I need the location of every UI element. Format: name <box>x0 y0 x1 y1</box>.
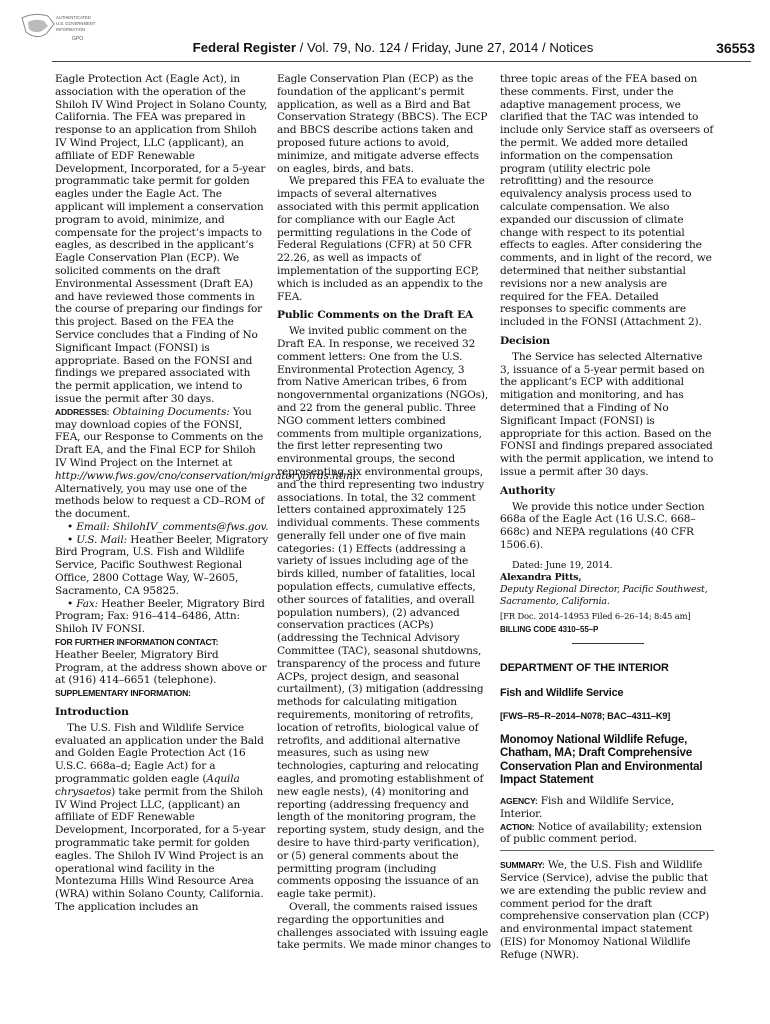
column-3 <box>500 73 714 962</box>
bullet-fax <box>55 598 269 636</box>
section-heading-decision: Decision <box>500 334 550 347</box>
intro-paragraph <box>55 722 269 914</box>
summary-line <box>500 859 714 961</box>
paragraph: Eagle Protection Act (Eagle Act), in association with the operation of the Shiloh IV Wind Project in Solano County, California. The FEA was prepared in response to an application from Shiloh IV Wind Project, LLC (applicant), an affiliate of EDF Renewable Development, Incorporated, for a 5-year programmatic take permit for golden eagles under the Eagle Act. The applicant will implement a conservation program to avoid, minimize, and compensate for the project’s impacts to eagles, as described in the applicant’s Eagle Conservation Plan (ECP). We solicited comments on the draft Environmental Assessment (Draft EA) and have reviewed those comments in the course of preparing our findings for this project. Based on the FEA the Service concludes that a Finding of No Significant Impact (FONSI) is appropriate. Based on the FONSI and findings we prepared associated with the permit application, we intend to issue the permit after 30 days. <box>55 73 268 405</box>
intro-text-b: ) take permit from the Shiloh IV Wind Project LLC, (applicant) an affiliate of EDF Renewable Development, Incorporated, for a 5-year programmatic take permit for golden eagles. The Shiloh IV Wind Project is an operational wind facility in the Montezuma Hills Wind Resource Area (WRA) within Solano County, California. The application includes an <box>55 785 266 913</box>
bullet-email <box>55 521 269 534</box>
page-number: 36553 <box>716 40 755 56</box>
running-head-title <box>183 40 603 55</box>
paragraph: three topic areas of the FEA based on these comments. First, under the adaptive management process, we clarified that the TAC was intended to include only Service staff as overseers of the permit. We added more detailed information on the compensation program (utility electric pole retrofitting) and the resource equivalency analysis process used to calculate compensation. We also expanded our discussion of climate change with respect to its potential effects to eagles. After considering the comments, and in light of the record, we determined that neither substantial revisions nor a new analysis are required for the FEA. Detailed responses to specific comments are included in the FONSI (Attachment 2). <box>500 73 714 329</box>
supplementary-label: SUPPLEMENTARY INFORMATION: <box>55 688 191 699</box>
signer-name: Alexandra Pitts, <box>500 571 582 583</box>
separator-rule <box>572 643 644 644</box>
addresses-section <box>55 405 360 521</box>
section-heading-introduction: Introduction <box>55 706 129 719</box>
action-label: ACTION: <box>500 821 535 832</box>
further-info-section <box>55 636 269 687</box>
paragraph: Overall, the comments raised issues regarding the opportunities and challenges associated with issuing eagle take permits. We made minor changes to <box>277 901 491 952</box>
fax-text: Heather Beeler, Migratory Bird Program; Fax: 916–414–6486, Attn: Shiloh IV FONSI. <box>55 597 265 636</box>
signer-title <box>500 584 714 608</box>
summary-text: We, the U.S. Fish and Wildlife Service (Service), advise the public that we are extending the public review and comment period for the draft comprehensive conservation plan (CCP) and environmental impact statement (EIS) for Monomoy National Wildlife Refuge (NWR). <box>500 859 710 961</box>
billing-code: BILLING CODE 4310–55–P <box>500 625 599 635</box>
column-1 <box>55 73 360 914</box>
agency-line <box>500 795 714 821</box>
paragraph: We provide this notice under Section 668a of the Eagle Act (16 U.S.C. 668–668c) and NEPA regulations (40 CFR 1506.6). <box>500 500 705 551</box>
summary-rule <box>500 850 714 851</box>
svg-text:AUTHENTICATED: AUTHENTICATED <box>56 15 91 20</box>
svg-text:INFORMATION: INFORMATION <box>56 27 85 32</box>
mail-text: Heather Beeler, Migratory Bird Program, U.S. Fish and Wildlife Service, Pacific Southwest Regional Office, 2800 Cottage Way, W–2605, Sacramento, CA 95825. <box>55 533 269 597</box>
paragraph: We prepared this FEA to evaluate the impacts of several alternatives associated with this permit application for compliance with our Eagle Act permitting regulations in the Code of Federal Regulations (CFR) at 50 CFR 22.26, as well as impacts of implementation of the supporting ECP, which is included as an appendix to the FEA. <box>277 175 485 303</box>
addresses-url-link[interactable]: http://www.fws.gov/cno/conservation/migratorybirds.html. <box>55 469 360 482</box>
fr-doc-line: [FR Doc. 2014–14953 Filed 6–26–14; 8:45 am] <box>500 610 691 621</box>
document-title: Monomoy National Wildlife Refuge, Chatham, MA; Draft Comprehensive Conservation Plan and Environmental Impact Statement <box>500 732 703 787</box>
action-line <box>500 821 714 847</box>
addresses-italic: Obtaining Documents: <box>112 405 230 418</box>
issue-info: / Vol. 79, No. 124 / Friday, June 27, 2014 / Notices <box>295 40 594 55</box>
svg-text:U.S. GOVERNMENT: U.S. GOVERNMENT <box>56 21 96 26</box>
sub-agency-heading: Fish and Wildlife Service <box>500 687 624 700</box>
paragraph: The Service has selected Alternative 3, issuance of a 5-year permit based on the applicant’s ECP with additional mitigation and monitoring, and has determined that a Finding of No Significant Impact (FONSI) is appropriate for this action. Based on the FONSI and findings prepared associated with the permit application, we intend to issue a permit after 30 days. <box>500 350 714 478</box>
further-info-label: FOR FURTHER INFORMATION CONTACT: <box>55 637 219 648</box>
further-info-text: Heather Beeler, Migratory Bird Program, at the address shown above or at (916) 414–6651 (telephone). <box>55 648 267 687</box>
svg-text:GPO: GPO <box>72 36 84 42</box>
column-2 <box>277 73 491 952</box>
fax-label: • Fax: <box>67 597 99 610</box>
addresses-text: You may download copies of the FONSI, FEA, our Response to Comments on the Draft EA, and the Final ECP for Shiloh IV Wind Project on the Internet at <box>55 405 264 469</box>
action-text: Notice of availability; extension of public comment period. <box>500 820 702 846</box>
intro-text-a: The U.S. Fish and Wildlife Service evaluated an application under the Bald and Golden Eagle Protection Act (16 U.S.C. 668a–d; Eagle Act) for a programmatic golden eagle ( <box>55 721 264 786</box>
section-heading-authority: Authority <box>500 484 555 497</box>
journal-name: Federal Register <box>192 40 296 55</box>
header-rule <box>52 61 751 62</box>
docket-number: [FWS–R5–R–2014–N078; BAC–4311–K9] <box>500 710 671 721</box>
addresses-text-2: Alternatively, you may use one of the methods below to request a CD–ROM of the document. <box>55 482 265 521</box>
signer-title-text: Deputy Regional Director, Pacific Southwest, Sacramento, California. <box>500 583 708 607</box>
species-name: Aquila chrysaetos <box>55 773 240 798</box>
dated-line: Dated: June 19, 2014. <box>512 559 613 571</box>
department-heading: DEPARTMENT OF THE INTERIOR <box>500 662 669 675</box>
agency-text: Fish and Wildlife Service, Interior. <box>500 795 675 820</box>
agency-label: AGENCY: <box>500 796 538 807</box>
bullet-mail <box>55 534 269 598</box>
summary-label: SUMMARY: <box>500 860 545 871</box>
mail-label: • U.S. Mail: <box>67 533 127 546</box>
paragraph: Eagle Conservation Plan (ECP) as the foundation of the applicant’s permit application, as well as a Bird and Bat Conservation Strategy (BBCS). The ECP and BBCS describe actions taken and proposed future actions to avoid, minimize, and mitigate adverse effects on eagles, birds, and bats. <box>277 73 488 175</box>
section-heading-public-comments: Public Comments on the Draft EA <box>277 309 474 322</box>
email-link[interactable]: • Email: ShilohIV_comments@fws.gov. <box>67 520 269 533</box>
addresses-label: ADDRESSES: <box>55 406 110 417</box>
paragraph: We invited public comment on the Draft EA. In response, we received 32 comment letters: One from the U.S. Environmental Protection Agency, 3 from Native American tribes, 6 from nongovernmental organizations (NGOs), and 22 from the general public. Three NGO comment letters combined comments from multiple organizations, the first letter representing two environmental groups, the second representing six environmental groups, and the third representing two industry associations. In total, the 32 comment letters contained approximately 125 individual comments. These comments generally fell under one of five main categories: (1) Effects (addressing a variety of issues including age of the birds killed, number of fatalities, local population effects, cumulative effects, other sources of fatalities, and overall population numbers), (2) advanced conservation practices (ACPs) (addressing the Technical Advisory Committee (TAC), seasonal shutdowns, transparency of the process and future ACPs, project design, and seasonal curtailment), (3) mitigation (addressing methods for calculating mitigation requirements, monitoring of retrofits, location of retrofits, biological value of retrofits, and additional alternative measures, such as using new technologies, capturing and relocating eagles, and promoting establishment of new eagle nests), (4) monitoring and reporting (addressing frequency and length of the monitoring program, the reporting system, study design, and the desire to have third-party verification), or (5) general comments about the permitting program (including comments opposing the issuance of an eagle take permit). <box>277 325 489 901</box>
running-head <box>0 40 770 62</box>
